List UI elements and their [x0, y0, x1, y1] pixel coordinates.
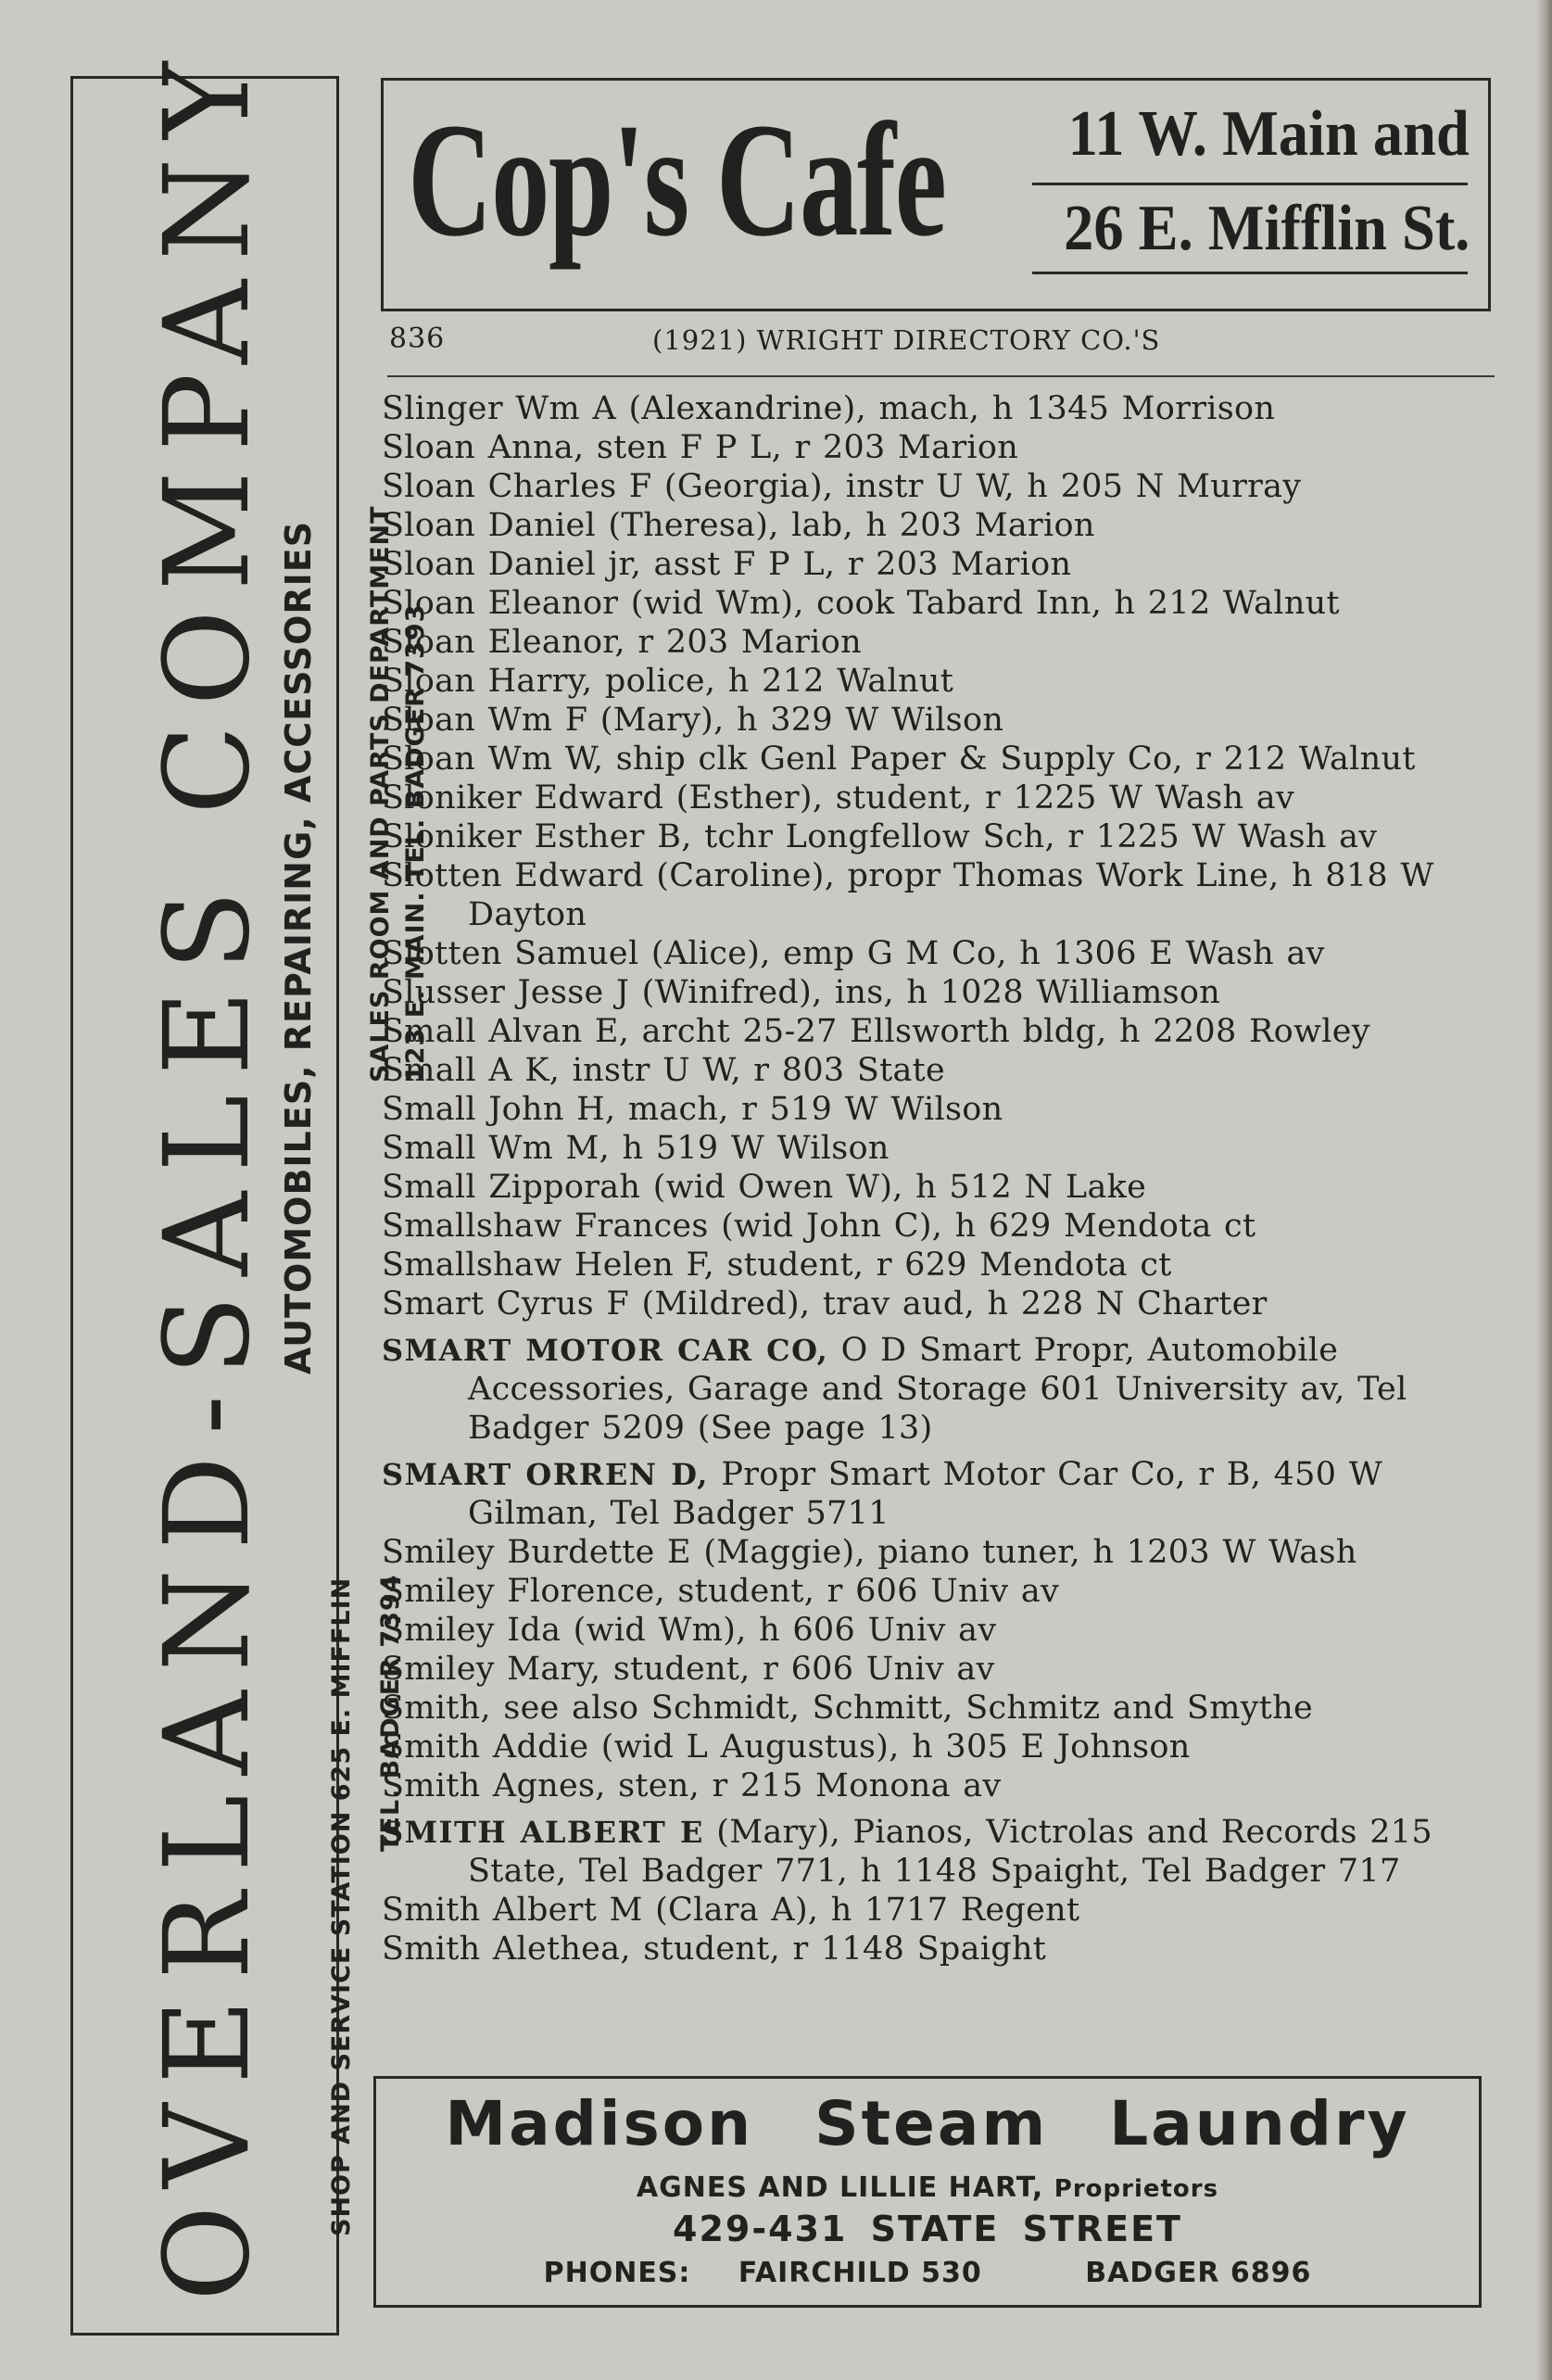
entry-text: Small John H, mach, r 519 W Wilson	[382, 1091, 1003, 1128]
directory-entry	[382, 934, 1494, 973]
running-header	[387, 323, 1490, 360]
entry-text: Smith Addie (wid L Augustus), h 305 E Johnson	[382, 1728, 1191, 1766]
header-title: (1921) WRIGHT DIRECTORY CO.'S	[652, 324, 1161, 356]
directory-entry	[382, 1689, 1494, 1728]
cafe-rule	[1032, 272, 1468, 274]
directory-entry	[382, 856, 1494, 934]
entry-text: Sloan Harry, police, h 212 Walnut	[382, 663, 954, 700]
directory-entry	[382, 1285, 1494, 1323]
entry-text: Sloan Wm W, ship clk Genl Paper & Supply Co, r 212 Walnut	[382, 741, 1416, 778]
directory-entry	[382, 389, 1494, 428]
directory-entry	[382, 1728, 1494, 1766]
entry-text: Sloan Eleanor (wid Wm), cook Tabard Inn, h 212 Walnut	[382, 585, 1340, 622]
ad-shop-phone: TEL. BADGER 7394	[376, 1574, 405, 1852]
page-edge	[1535, 0, 1552, 2380]
directory-entry	[382, 584, 1494, 623]
entry-text: Small Wm M, h 519 W Wilson	[382, 1130, 890, 1167]
entry-text: Smith, see also Schmidt, Schmitt, Schmitz and Smythe	[382, 1690, 1313, 1727]
directory-entry	[382, 1766, 1494, 1805]
ad-sales-address-phone: 123 E. MAIN. TEL. BADGER 7393	[401, 603, 430, 1082]
cafe-name: Cop's Cafe	[408, 90, 946, 271]
laundry-proprietors	[376, 2171, 1479, 2204]
page-number: 836	[389, 323, 446, 355]
entry-text: Sloan Charles F (Georgia), instr U W, h 205 N Murray	[382, 468, 1302, 505]
entry-text: Sloan Eleanor, r 203 Marion	[382, 624, 862, 661]
entry-text: Propr Smart Motor Car Co, r B, 450 W Gilman, Tel Badger 5711	[468, 1456, 1382, 1532]
directory-entry	[382, 1090, 1494, 1129]
entry-text: Slinger Wm A (Alexandrine), mach, h 1345 Morrison	[382, 390, 1276, 427]
entry-text: O D Smart Propr, Automobile Accessories, Garage and Storage 601 University av, Tel Badger 5209 (See page 13)	[468, 1332, 1407, 1447]
entry-text: Slotten Samuel (Alice), emp G M Co, h 1306 E Wash av	[382, 935, 1325, 972]
directory-entry	[382, 1012, 1494, 1051]
laundry-name: Madison Steam Laundry	[445, 2088, 1410, 2159]
entry-text: Smallshaw Helen F, student, r 629 Mendota ct	[382, 1247, 1172, 1284]
entry-text: Small A K, instr U W, r 803 State	[382, 1052, 946, 1089]
directory-entry	[382, 545, 1494, 584]
entry-text: Sloan Wm F (Mary), h 329 W Wilson	[382, 702, 1004, 739]
directory-entry	[382, 779, 1494, 817]
directory-entry	[382, 1168, 1494, 1207]
entry-text: Small Zipporah (wid Owen W), h 512 N Lake	[382, 1169, 1147, 1206]
entry-text: Smiley Mary, student, r 606 Univ av	[382, 1651, 995, 1688]
directory-entry	[382, 1455, 1494, 1533]
directory-entry	[382, 1246, 1494, 1285]
entry-text: Smiley Florence, student, r 606 Univ av	[382, 1573, 1060, 1610]
ad-services	[271, 21, 326, 2153]
entry-text: Slotten Edward (Caroline), propr Thomas Work Line, h 818 W Dayton	[382, 857, 1434, 933]
laundry-ad	[373, 2076, 1482, 2308]
entry-text: Smith Alethea, student, r 1148 Spaight	[382, 1931, 1047, 1968]
entry-text: Sloan Anna, sten F P L, r 203 Marion	[382, 429, 1019, 466]
cafe-rule	[1032, 183, 1468, 185]
directory-entry	[382, 623, 1494, 662]
entry-text: Smith Agnes, sten, r 215 Monona av	[382, 1767, 1002, 1804]
cafe-address-line2: 26 E. Mifflin St.	[1063, 193, 1470, 264]
entry-text: Smart Cyrus F (Mildred), trav aud, h 228 N Charter	[382, 1285, 1268, 1323]
entry-text: (Mary), Pianos, Victrolas and Records 215 State, Tel Badger 771, h 1148 Spaight, Tel Badger 717	[468, 1814, 1432, 1890]
directory-entry	[382, 973, 1494, 1012]
directory-entry	[382, 1129, 1494, 1168]
entry-text: Small Alvan E, archt 25-27 Ellsworth bldg, h 2208 Rowley	[382, 1013, 1370, 1050]
directory-entry	[382, 662, 1494, 701]
ad-shop-line: SHOP AND SERVICE STATION 625 E. MIFFLIN	[327, 1576, 356, 2236]
directory-entry	[382, 817, 1494, 856]
laundry-street: 429-431 STATE STREET	[673, 2209, 1182, 2249]
entry-text: Slusser Jesse J (Winifred), ins, h 1028 Williamson	[382, 974, 1221, 1011]
directory-entry	[382, 1533, 1494, 1572]
entry-business-name: SMART ORREN D,	[382, 1457, 709, 1492]
directory-entry	[382, 740, 1494, 779]
laundry-proprietors-names: AGNES AND LILLIE HART,	[636, 2171, 1044, 2204]
directory-entry	[382, 1813, 1494, 1891]
directory-entry	[382, 428, 1494, 467]
laundry-phones-label: PHONES:	[543, 2257, 691, 2289]
cafe-ad	[381, 78, 1491, 311]
directory-entry	[382, 506, 1494, 545]
cafe-address-line1: 11 W. Main and	[1067, 98, 1470, 170]
directory-listing	[382, 389, 1494, 1969]
laundry-phone-fairchild: FAIRCHILD 530	[738, 2257, 982, 2289]
directory-entry	[382, 1051, 1494, 1090]
directory-entry	[382, 467, 1494, 506]
directory-entry	[382, 1650, 1494, 1689]
directory-entry	[382, 1611, 1494, 1650]
ad-company-name: OVERLAND-SALES COMPANY	[139, 42, 275, 2301]
entry-text: Smallshaw Frances (wid John C), h 629 Mendota ct	[382, 1208, 1256, 1245]
directory-entry	[382, 1572, 1494, 1611]
header-rule	[387, 375, 1495, 377]
entry-text: Sloan Daniel jr, asst F P L, r 203 Marion	[382, 546, 1072, 583]
laundry-phones	[376, 2257, 1479, 2289]
ad-services-text: AUTOMOBILES, REPAIRING, ACCESSORIES	[278, 520, 319, 1374]
entry-text: Sloniker Edward (Esther), student, r 1225 W Wash av	[382, 779, 1294, 817]
directory-entry	[382, 1331, 1494, 1448]
entry-text: Smiley Ida (wid Wm), h 606 Univ av	[382, 1612, 997, 1649]
entry-text: Smiley Burdette E (Maggie), piano tuner, h 1203 W Wash	[382, 1534, 1357, 1571]
entry-text: Smith Albert M (Clara A), h 1717 Regent	[382, 1892, 1080, 1929]
directory-entry	[382, 1891, 1494, 1930]
ad-sales-line: SALES ROOM AND PARTS DEPARTMENT	[366, 505, 395, 1082]
directory-entry	[382, 701, 1494, 740]
entry-text: Sloan Daniel (Theresa), lab, h 203 Marion	[382, 507, 1095, 544]
entry-business-name: SMART MOTOR CAR CO,	[382, 1333, 829, 1368]
directory-entry	[382, 1207, 1494, 1246]
directory-entry	[382, 1930, 1494, 1969]
entry-business-name: SMITH ALBERT E	[382, 1815, 704, 1850]
entry-text: Sloniker Esther B, tchr Longfellow Sch, r 1225 W Wash av	[382, 818, 1378, 855]
laundry-proprietors-suffix: Proprietors	[1054, 2175, 1219, 2203]
laundry-phone-badger: BADGER 6896	[1085, 2257, 1312, 2289]
